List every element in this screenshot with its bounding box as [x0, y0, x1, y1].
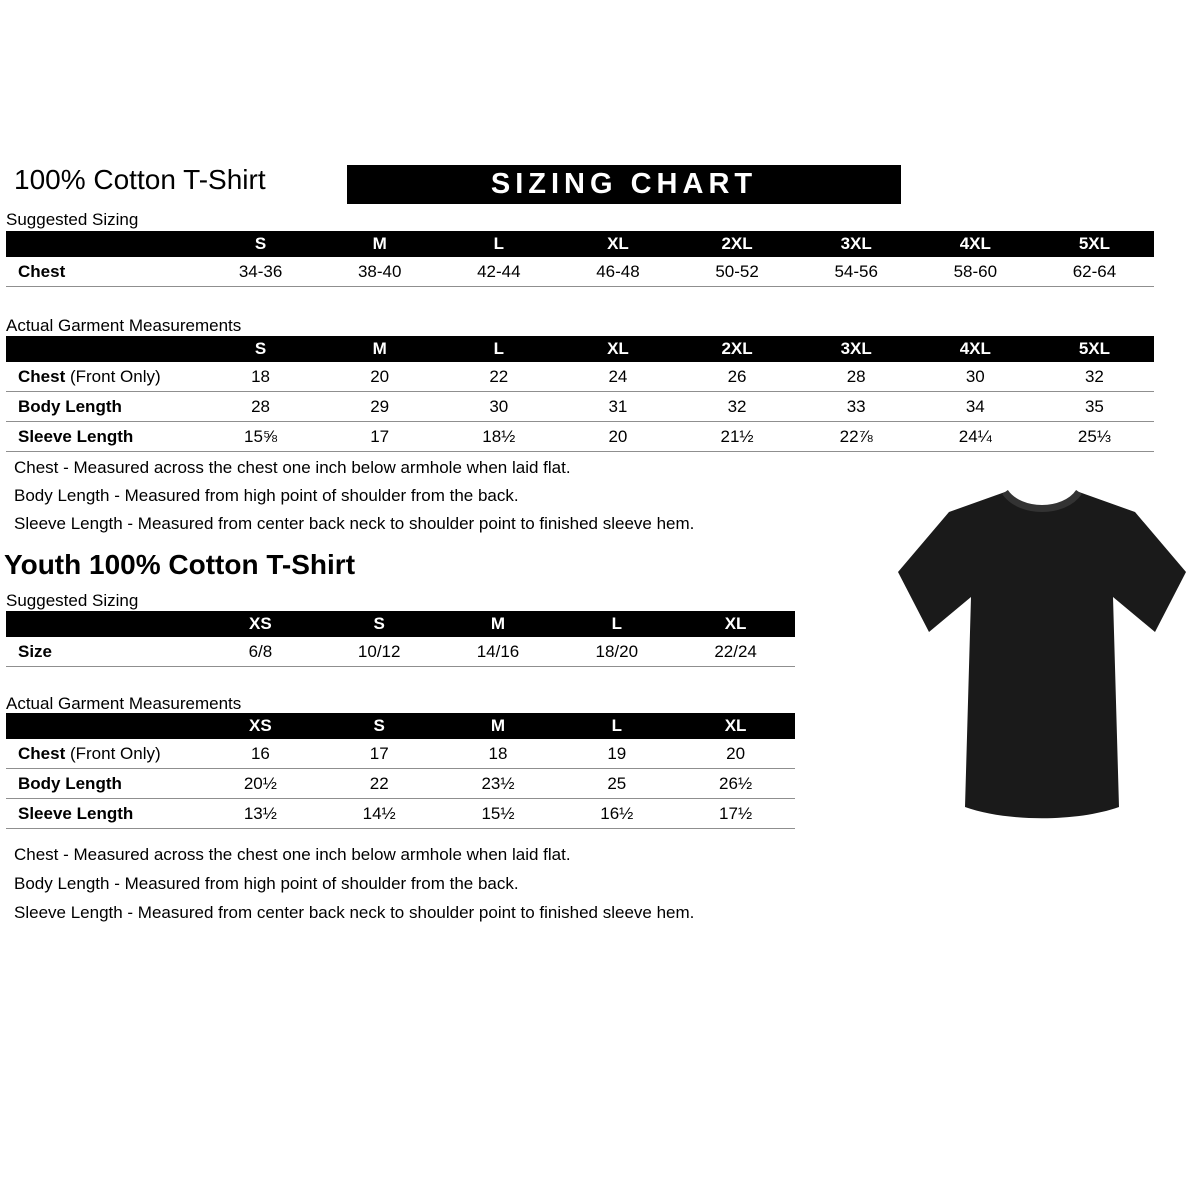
size-column-header: 4XL: [916, 336, 1035, 362]
measurement-cell: 42-44: [439, 257, 558, 287]
table-row: [6, 637, 795, 667]
measurement-cell: 22: [320, 769, 439, 799]
size-column-header: L: [439, 336, 558, 362]
note-body-length: Body Length - Measured from high point of shoulder from the back.: [14, 486, 519, 505]
size-column-header: 5XL: [1035, 336, 1154, 362]
table-row: [6, 392, 1154, 422]
measurement-cell: 19: [557, 739, 676, 769]
sizing-chart-banner: SIZING CHART: [347, 165, 901, 204]
measurement-cell: 20: [320, 362, 439, 392]
row-label: [6, 739, 201, 769]
row-label-note: (Front Only): [65, 366, 161, 386]
table-row: [6, 799, 795, 829]
measurement-cell: 31: [558, 392, 677, 422]
measurement-cell: 32: [678, 392, 797, 422]
table-corner-cell: [6, 336, 201, 362]
measurement-cell: 18½: [439, 422, 558, 452]
size-column-header: 2XL: [678, 336, 797, 362]
youth-actual-measurements-label: Actual Garment Measurements: [6, 694, 242, 713]
table-corner-cell: [6, 713, 201, 739]
measurement-cell: 13½: [201, 799, 320, 829]
measurement-cell: 22/24: [676, 637, 795, 667]
size-column-header: 3XL: [797, 231, 916, 257]
size-column-header: 5XL: [1035, 231, 1154, 257]
row-label-note: (Front Only): [65, 743, 161, 763]
youth-suggested-sizing-label: Suggested Sizing: [6, 591, 139, 610]
size-column-header: S: [201, 336, 320, 362]
measurement-cell: 58-60: [916, 257, 1035, 287]
row-label: [6, 362, 201, 392]
table-header-row: [6, 713, 795, 739]
size-column-header: 4XL: [916, 231, 1035, 257]
measurement-cell: 62-64: [1035, 257, 1154, 287]
measurement-cell: 14/16: [439, 637, 558, 667]
note-sleeve-length: Sleeve Length - Measured from center back neck to shoulder point to finished sleeve hem.: [14, 903, 695, 922]
table-row: [6, 257, 1154, 287]
measurement-cell: 20: [558, 422, 677, 452]
adult-suggested-sizing-table: [6, 231, 1154, 287]
size-column-header: XS: [201, 611, 320, 637]
row-label: [6, 769, 201, 799]
measurement-cell: 20: [676, 739, 795, 769]
adult-actual-measurements-table: [6, 336, 1154, 452]
measurement-cell: 29: [320, 392, 439, 422]
measurement-cell: 15½: [439, 799, 558, 829]
size-column-header: S: [320, 611, 439, 637]
measurement-cell: 18/20: [557, 637, 676, 667]
measurement-cell: 33: [797, 392, 916, 422]
table-header-row: [6, 611, 795, 637]
size-column-header: M: [320, 231, 439, 257]
measurement-cell: 35: [1035, 392, 1154, 422]
adult-section-title: 100% Cotton T-Shirt: [14, 164, 266, 195]
row-label-text: Body Length: [18, 773, 122, 793]
row-label-text: Chest: [18, 743, 66, 763]
measurement-cell: 17: [320, 739, 439, 769]
measurement-cell: 17½: [676, 799, 795, 829]
row-label-text: Chest: [18, 366, 66, 386]
black-tshirt-image: [892, 470, 1192, 830]
row-label: [6, 392, 201, 422]
measurement-cell: 24¼: [916, 422, 1035, 452]
youth-suggested-sizing-table: [6, 611, 795, 667]
measurement-cell: 30: [439, 392, 558, 422]
measurement-cell: 18: [439, 739, 558, 769]
measurement-cell: 50-52: [678, 257, 797, 287]
measurement-cell: 24: [558, 362, 677, 392]
size-column-header: 2XL: [678, 231, 797, 257]
measurement-cell: 32: [1035, 362, 1154, 392]
measurement-cell: 28: [797, 362, 916, 392]
table-row: [6, 422, 1154, 452]
measurement-cell: 21½: [678, 422, 797, 452]
row-label-text: Size: [18, 641, 53, 661]
size-column-header: XS: [201, 713, 320, 739]
measurement-cell: 34-36: [201, 257, 320, 287]
size-column-header: XL: [558, 336, 677, 362]
row-label: [6, 257, 201, 287]
table-row: [6, 739, 795, 769]
measurement-cell: 25⅓: [1035, 422, 1154, 452]
size-column-header: S: [201, 231, 320, 257]
size-column-header: 3XL: [797, 336, 916, 362]
measurement-cell: 54-56: [797, 257, 916, 287]
table-header-row: [6, 336, 1154, 362]
measurement-cell: 38-40: [320, 257, 439, 287]
size-column-header: M: [320, 336, 439, 362]
measurement-cell: 17: [320, 422, 439, 452]
measurement-cell: 20½: [201, 769, 320, 799]
measurement-cell: 15⅝: [201, 422, 320, 452]
adult-suggested-sizing-label: Suggested Sizing: [6, 210, 139, 229]
size-column-header: M: [439, 611, 558, 637]
row-label-text: Body Length: [18, 396, 122, 416]
table-corner-cell: [6, 611, 201, 637]
size-column-header: XL: [676, 713, 795, 739]
measurement-cell: 25: [557, 769, 676, 799]
table-corner-cell: [6, 231, 201, 257]
row-label-text: Sleeve Length: [18, 426, 134, 446]
measurement-cell: 26½: [676, 769, 795, 799]
size-column-header: XL: [676, 611, 795, 637]
size-column-header: L: [439, 231, 558, 257]
table-header-row: [6, 231, 1154, 257]
measurement-cell: 16½: [557, 799, 676, 829]
table-row: [6, 769, 795, 799]
tshirt-body: [898, 492, 1186, 818]
adult-actual-measurements-label: Actual Garment Measurements: [6, 316, 242, 335]
note-chest: Chest - Measured across the chest one inch below armhole when laid flat.: [14, 845, 571, 864]
measurement-cell: 30: [916, 362, 1035, 392]
measurement-cell: 14½: [320, 799, 439, 829]
measurement-cell: 22⅞: [797, 422, 916, 452]
measurement-cell: 23½: [439, 769, 558, 799]
youth-measurement-notes: [14, 846, 694, 933]
measurement-cell: 10/12: [320, 637, 439, 667]
size-column-header: S: [320, 713, 439, 739]
adult-measurement-notes: [14, 459, 694, 543]
row-label-text: Sleeve Length: [18, 803, 134, 823]
measurement-cell: 28: [201, 392, 320, 422]
row-label: [6, 422, 201, 452]
note-sleeve-length: Sleeve Length - Measured from center back neck to shoulder point to finished sleeve hem.: [14, 514, 695, 533]
tshirt-collar: [1005, 492, 1079, 509]
measurement-cell: 6/8: [201, 637, 320, 667]
measurement-cell: 26: [678, 362, 797, 392]
size-column-header: XL: [558, 231, 677, 257]
row-label: [6, 799, 201, 829]
youth-section-title: Youth 100% Cotton T-Shirt: [4, 549, 356, 580]
measurement-cell: 34: [916, 392, 1035, 422]
size-column-header: L: [557, 611, 676, 637]
note-chest: Chest - Measured across the chest one inch below armhole when laid flat.: [14, 458, 571, 477]
size-column-header: M: [439, 713, 558, 739]
measurement-cell: 46-48: [558, 257, 677, 287]
row-label-text: Chest: [18, 261, 66, 281]
measurement-cell: 16: [201, 739, 320, 769]
size-column-header: L: [557, 713, 676, 739]
table-row: [6, 362, 1154, 392]
youth-actual-measurements-table: [6, 713, 795, 829]
row-label: [6, 637, 201, 667]
measurement-cell: 22: [439, 362, 558, 392]
measurement-cell: 18: [201, 362, 320, 392]
note-body-length: Body Length - Measured from high point of shoulder from the back.: [14, 874, 519, 893]
